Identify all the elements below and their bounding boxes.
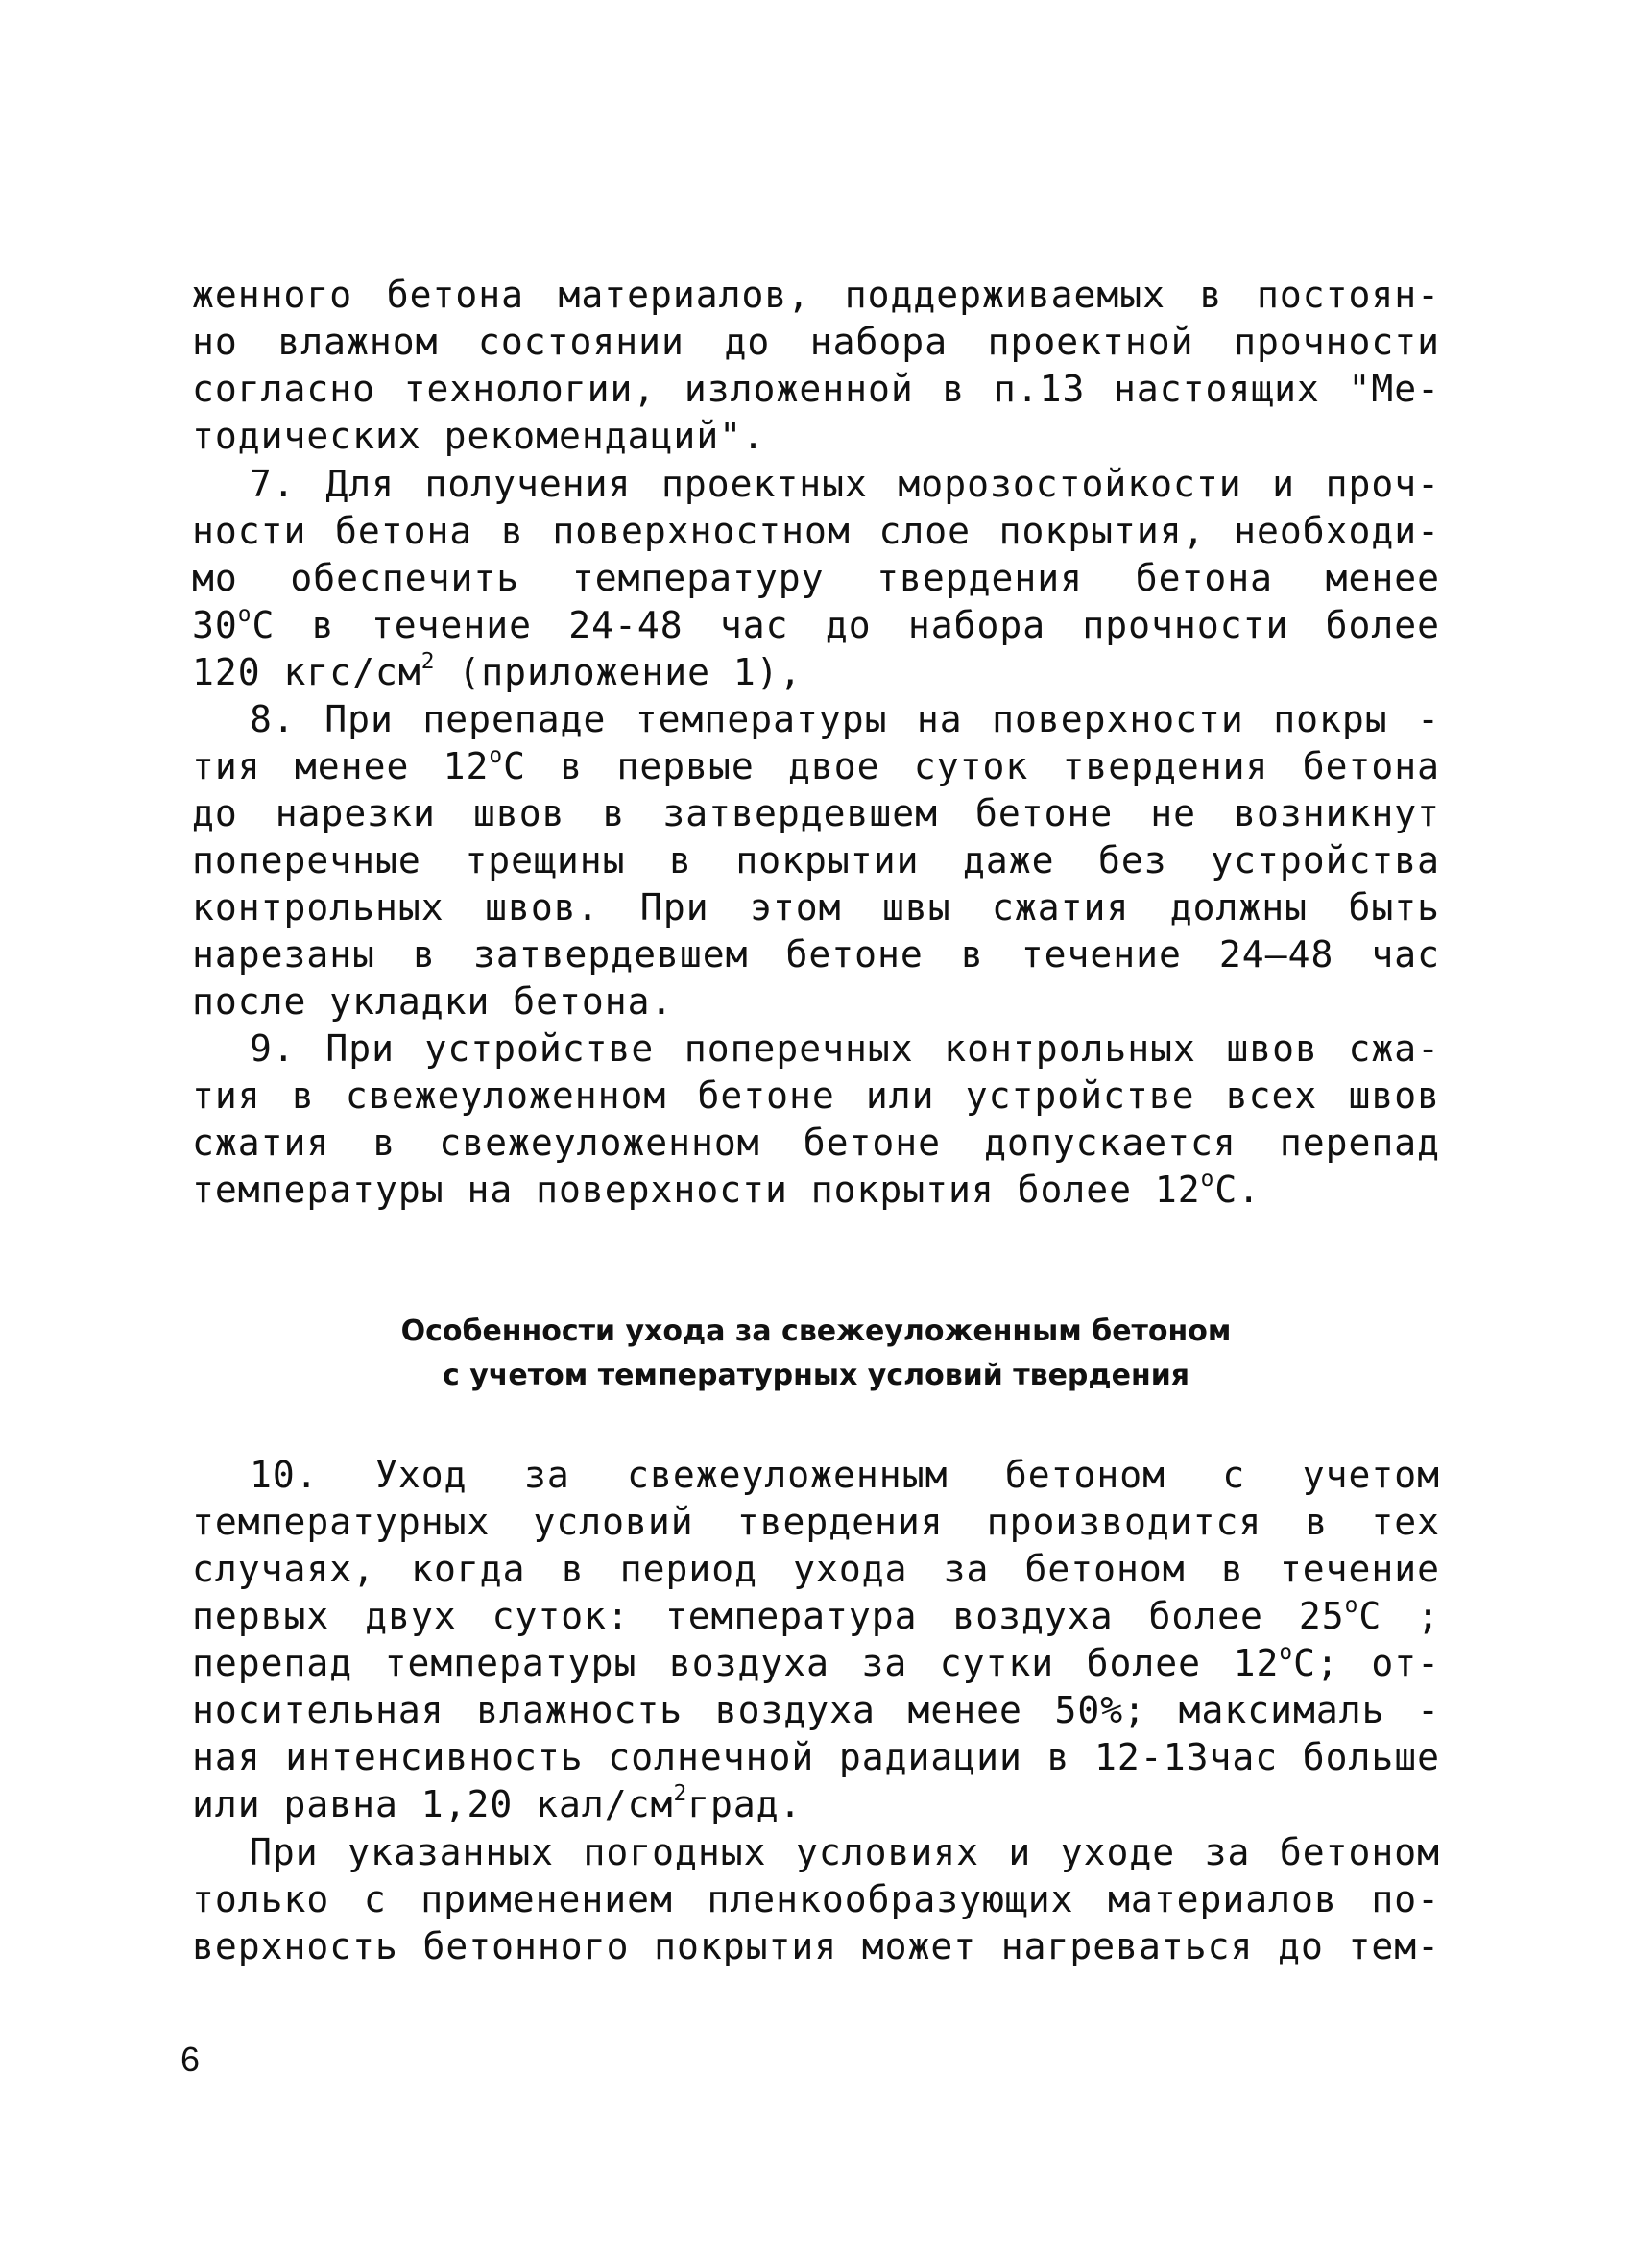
- text-line: женного бетона материалов, поддерживаемых в постоян-: [192, 274, 1440, 316]
- text-line: При указанных погодных условиях и уходе за бетоном: [250, 1831, 1440, 1873]
- text-line: тия в свежеуложенном бетоне или устройстве всех швов: [192, 1074, 1440, 1117]
- text-fragment: первых двух суток: температура воздуха более 25: [192, 1595, 1345, 1637]
- text-fragment: или равна 1,20 кал/см: [192, 1783, 674, 1825]
- text-fragment: перепад температуры воздуха за сутки более 12: [192, 1642, 1280, 1684]
- text-line: после укладки бетона.: [192, 980, 674, 1023]
- text-line: мо обеспечить температуру твердения бетона менее: [192, 557, 1440, 599]
- heading-line: с учетом температурных условий твердения: [443, 1359, 1189, 1392]
- text-fragment: тия менее 12: [192, 745, 490, 787]
- square-superscript: 2: [673, 1780, 688, 1806]
- square-superscript: 2: [420, 648, 436, 674]
- text-line: 9. При устройстве поперечных контрольных швов сжа-: [250, 1027, 1440, 1070]
- paragraph-continuation: [192, 272, 1440, 460]
- paragraph-weather-conditions: [192, 1829, 1440, 1970]
- paragraph-item-7: [192, 461, 1440, 696]
- text-fragment: (приложение 1),: [435, 651, 803, 693]
- text-fragment: 120 кгс/см: [192, 651, 421, 693]
- degree-superscript: о: [1279, 1639, 1294, 1665]
- text-line: [192, 649, 1440, 696]
- text-line: контрольных швов. При этом швы сжатия должны быть: [192, 886, 1440, 929]
- degree-superscript: о: [1344, 1592, 1359, 1618]
- text-fragment: 30: [192, 604, 238, 646]
- text-line: согласно технологии, изложенной в п.13 настоящих "Ме-: [192, 368, 1440, 410]
- text-fragment: С в течение 24-48 час до набора прочности более: [252, 604, 1440, 646]
- text-line: [192, 1640, 1440, 1687]
- paragraph-item-9: [192, 1025, 1440, 1214]
- text-line: ная интенсивность солнечной радиации в 12-13час больше: [192, 1736, 1440, 1778]
- text-line: [192, 602, 1440, 649]
- degree-superscript: о: [1200, 1166, 1215, 1192]
- text-line: только с применением пленкообразующих материалов по-: [192, 1878, 1440, 1920]
- text-fragment: температуры на поверхности покрытия более 12: [192, 1169, 1201, 1211]
- heading-line: Особенности ухода за свежеуложенным бетоном: [400, 1315, 1232, 1348]
- text-line: верхность бетонного покрытия может нагреваться до тем-: [192, 1925, 1440, 1967]
- text-line: нарезаны в затвердевшем бетоне в течение 24–48 час: [192, 933, 1440, 976]
- text-fragment: С ;: [1358, 1595, 1440, 1637]
- text-line: но влажном состоянии до набора проектной прочности: [192, 321, 1440, 363]
- text-line: ности бетона в поверхностном слое покрытия, необходи-: [192, 510, 1440, 552]
- text-line: [192, 743, 1440, 790]
- text-line: 10. Уход за свежеуложенным бетоном с учетом: [250, 1454, 1440, 1496]
- text-line: температурных условий твердения производится в тех: [192, 1501, 1440, 1543]
- text-fragment: град.: [687, 1783, 803, 1825]
- paragraph-item-10: [192, 1452, 1440, 1828]
- text-line: 8. При перепаде температуры на поверхности покры -: [250, 698, 1440, 740]
- section-heading: [192, 1310, 1440, 1398]
- text-line: [192, 1781, 1440, 1828]
- text-line: поперечные трещины в покрытии даже без устройства: [192, 839, 1440, 881]
- page-number: 6: [180, 2039, 201, 2079]
- text-fragment: С в первые двое суток твердения бетона: [503, 745, 1440, 787]
- degree-superscript: о: [237, 601, 252, 627]
- paragraph-item-8: [192, 696, 1440, 1025]
- text-line: 7. Для получения проектных морозостойкости и проч-: [250, 463, 1440, 505]
- text-fragment: С; от-: [1293, 1642, 1440, 1684]
- text-line: [192, 1593, 1440, 1640]
- text-line: случаях, когда в период ухода за бетоном в течение: [192, 1548, 1440, 1590]
- text-line: тодических рекомендаций".: [192, 415, 765, 457]
- degree-superscript: о: [489, 742, 504, 768]
- text-fragment: С.: [1214, 1169, 1261, 1211]
- text-line: [192, 1167, 1440, 1214]
- text-line: сжатия в свежеуложенном бетоне допускается перепад: [192, 1122, 1440, 1164]
- text-line: носительная влажность воздуха менее 50%; максималь -: [192, 1689, 1440, 1731]
- text-line: до нарезки швов в затвердевшем бетоне не возникнут: [192, 792, 1440, 834]
